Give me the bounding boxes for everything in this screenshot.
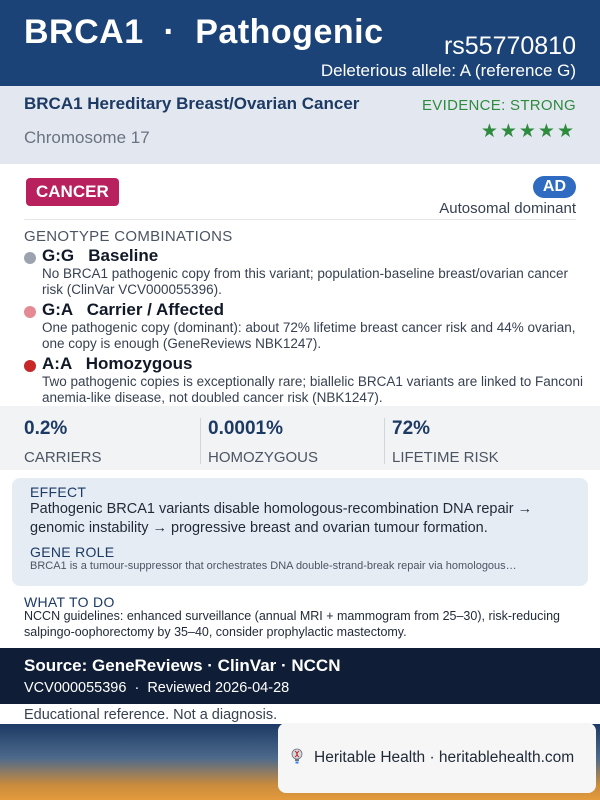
effect-heading: EFFECT <box>30 484 87 500</box>
stat-divider <box>200 418 201 464</box>
genotype-label <box>42 300 224 320</box>
genotype-code: G:A <box>42 300 73 319</box>
category-badge: CANCER <box>26 178 119 206</box>
source-line: Source: GeneReviews · ClinVar · NCCN <box>24 656 341 675</box>
genotype-description: No BRCA1 pathogenic copy from this variant; population-baseline breast/ovarian cancer risk (ClinVar VCV000055396). <box>42 266 569 297</box>
disclaimer: Educational reference. Not a diagnosis. <box>24 707 278 723</box>
chromosome-label: Chromosome 17 <box>24 128 150 147</box>
what-to-do-heading: WHAT TO DO <box>24 594 115 610</box>
effect-text: Pathogenic BRCA1 variants disable homologous-recombination DNA repair → genomic instability → progressive breast and ovarian tumour formation. <box>30 501 533 536</box>
genotype-dot-icon <box>24 306 36 318</box>
gene-role-heading: GENE ROLE <box>30 544 115 560</box>
source-detail: VCV000055396 · Reviewed 2026-04-28 <box>24 680 290 696</box>
stat-label: LIFETIME RISK <box>392 449 499 466</box>
brand-card[interactable] <box>278 723 596 793</box>
genotype-label <box>42 354 193 374</box>
genotype-description: Two pathogenic copies is exceptionally rare; biallelic BRCA1 variants are linked to Fanconi anemia-like disease, not doubled cancer risk (NBK1247). <box>42 374 584 405</box>
stat-label: HOMOZYGOUS <box>208 449 319 466</box>
divider <box>24 219 576 220</box>
stat-divider <box>384 418 385 464</box>
condition-name: BRCA1 Hereditary Breast/Ovarian Cancer <box>24 94 360 113</box>
effect-panel <box>12 478 588 586</box>
evidence-label: EVIDENCE: STRONG <box>422 97 576 114</box>
genotype-dot-icon <box>24 252 36 264</box>
variant-rsid: rs55770810 <box>443 32 576 60</box>
stat-value: 0.2% <box>24 418 68 439</box>
genotype-section-heading: GENOTYPE COMBINATIONS <box>24 228 233 245</box>
stats-strip <box>0 406 600 470</box>
stat-label: CARRIERS <box>24 449 102 466</box>
genotype-title: Carrier / Affected <box>86 300 225 319</box>
allele-note: Deleterious allele: A (reference G) <box>320 61 576 80</box>
genotype-code: A:A <box>42 354 72 373</box>
genotype-label <box>42 246 158 266</box>
genotype-title: Homozygous <box>85 354 193 373</box>
page-title: BRCA1 · Pathogenic <box>24 13 384 51</box>
what-to-do-text: NCCN guidelines: enhanced surveillance (annual MRI + mammogram from 25–30), risk-reducing salpingo-oophorectomy by 35–40, consider prophylactic mastectomy. <box>24 609 560 639</box>
page-header <box>0 0 600 86</box>
inheritance-badge: AD <box>533 176 576 198</box>
brand-text: Heritable Health · heritablehealth.com <box>314 749 575 766</box>
genotype-title: Baseline <box>88 246 159 265</box>
source-bar <box>0 648 600 704</box>
dna-bulb-icon <box>290 748 304 766</box>
genotype-dot-icon <box>24 360 36 372</box>
inheritance-text: Autosomal dominant <box>439 200 576 217</box>
genotype-description: One pathogenic copy (dominant): about 72% lifetime breast cancer risk and 44% ovarian, one copy is enough (GeneReviews NBK1247). <box>42 320 576 351</box>
stat-value: 0.0001% <box>208 418 284 439</box>
gene-role-text: BRCA1 is a tumour-suppressor that orchestrates DNA double-strand-break repair via homologous… <box>30 560 517 572</box>
condition-band <box>0 86 600 164</box>
stat-value: 72% <box>392 418 431 439</box>
evidence-stars-icon: ★★★★★ <box>480 121 576 142</box>
genotype-code: G:G <box>42 246 75 265</box>
